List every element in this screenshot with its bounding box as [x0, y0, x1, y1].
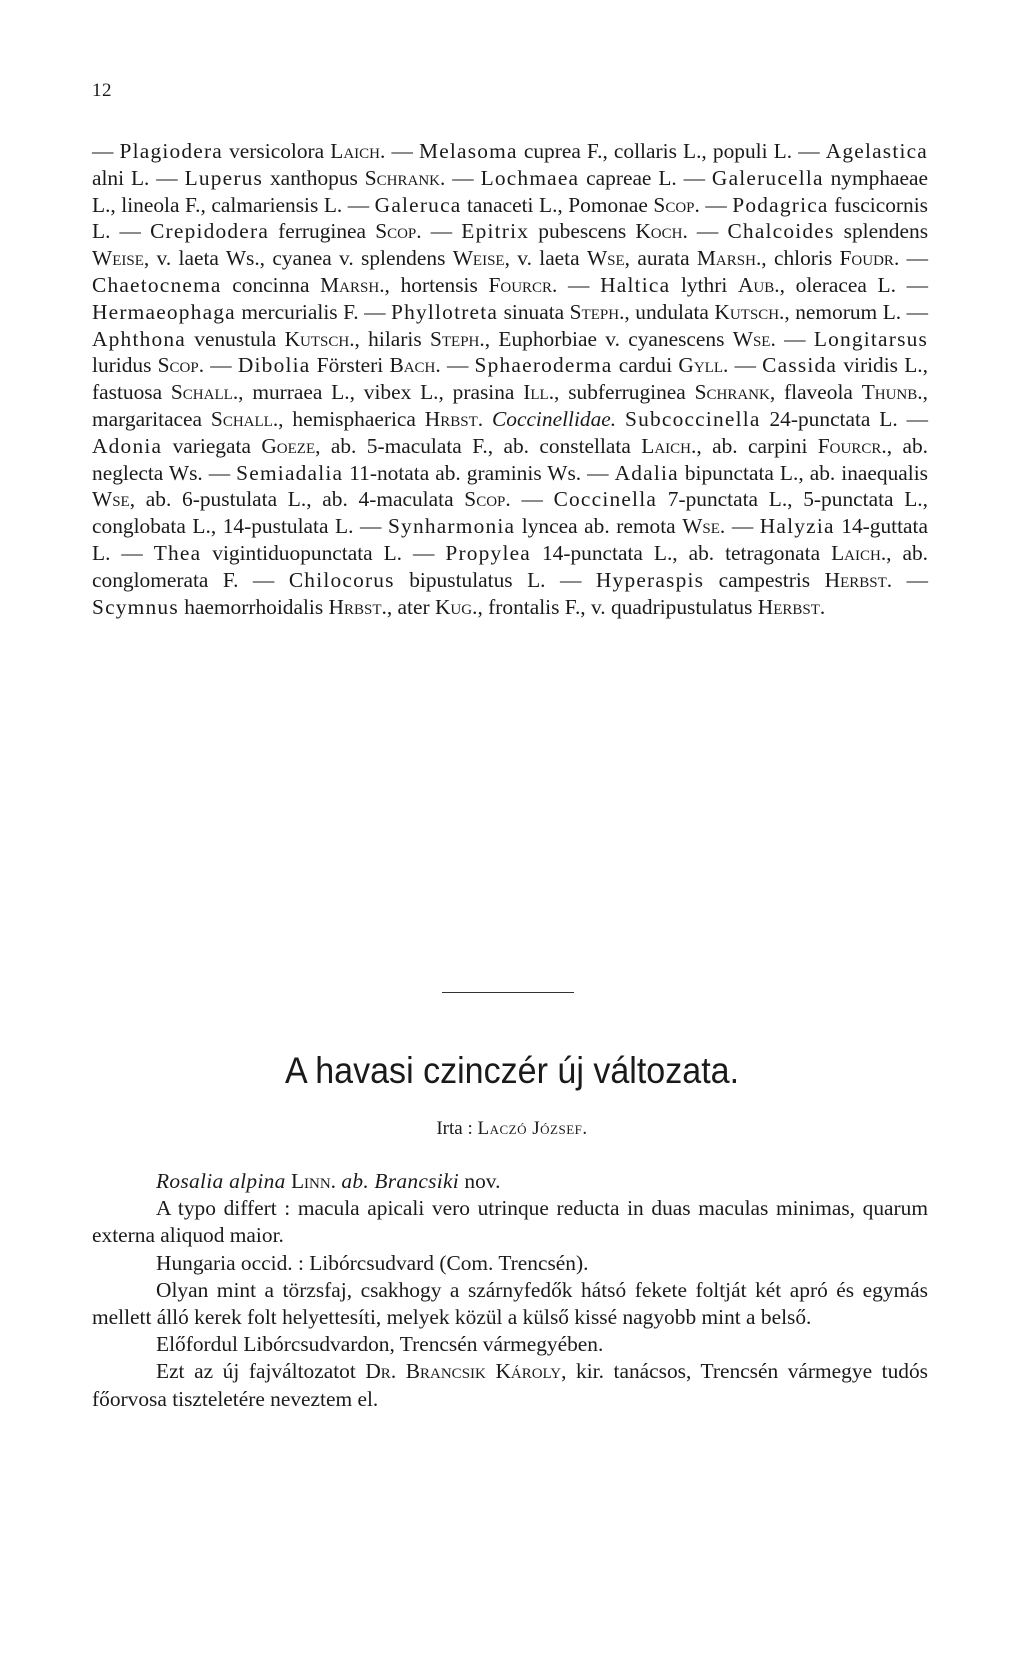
author-abbrev: Laich — [831, 540, 881, 565]
text-run: cuprea F., collaris L., populi L. — — [517, 139, 826, 163]
author-abbrev: Ill — [523, 380, 549, 405]
text-run: ., frontalis F., v. quadripustulatus — [472, 594, 758, 619]
author-abbrev: Schall — [210, 406, 273, 431]
text-run: ., Euphorbiae v. cyanescens — [479, 326, 733, 351]
author-abbrev: Herbst — [757, 594, 820, 619]
text-run: lythri — [670, 272, 738, 297]
author-abbrev: Schall — [170, 380, 233, 405]
text-run: . — — [416, 219, 462, 244]
text-run: cardui — [612, 353, 679, 378]
article-paragraph — [92, 1250, 928, 1277]
text-run: , flaveola — [769, 380, 862, 405]
text-run: nymphaeae L., lineola F., calmariensis L. — — [92, 165, 928, 217]
author-abbrev: Weise — [92, 246, 144, 271]
article-paragraph — [92, 1195, 928, 1249]
genus-name: Galeruca — [374, 192, 462, 217]
text-run: Előfordul Libórcsudvardon, Trencsén vármegyében. — [156, 1332, 604, 1357]
author-abbrev: Thunb — [861, 380, 918, 405]
author-abbrev: Marsh — [320, 272, 380, 297]
genus-name: Melasoma — [418, 139, 518, 163]
text-run: vigintiduopunctata L. — — [201, 540, 446, 565]
text-run: campestris — [704, 567, 825, 592]
text-run: ferruginea — [269, 219, 376, 244]
text-run: 14-guttata L. — — [92, 514, 928, 565]
text-run: variegata — [162, 433, 262, 458]
author-abbrev: Wse — [92, 487, 130, 512]
text-run: Ezt az új fajváltozatot — [156, 1359, 366, 1384]
text-run: ., undulata — [619, 299, 715, 324]
article-paragraph — [92, 1331, 928, 1358]
text-run: . — — [552, 272, 601, 297]
text-run: sinuata — [498, 299, 570, 324]
author-abbrev: Marsh — [696, 246, 756, 271]
author-abbrev: Wse — [732, 326, 771, 351]
text-run: ., oleracea L. — — [774, 272, 928, 297]
text-run: . — — [770, 326, 814, 351]
genus-name: Sphaeroderma — [474, 353, 613, 378]
text-run: Hungaria occid. : Libórcsudvard (Com. Trencsén). — [156, 1250, 589, 1275]
author-abbrev: Wse — [586, 246, 625, 271]
species-list-paragraph — [92, 138, 928, 620]
text-run: ., hortensis — [379, 272, 489, 297]
author-abbrev: Hrbst — [328, 594, 382, 619]
genus-name: Dibolia — [237, 353, 311, 378]
text-run: luridus — [92, 353, 158, 378]
text-run: — — [92, 139, 120, 163]
genus-name: Adalia — [614, 460, 679, 485]
author-abbrev: Scop — [464, 487, 506, 512]
page-number: 12 — [92, 80, 112, 101]
text-run: 24-punctata L. — — [760, 406, 928, 431]
text-run: . — — [694, 192, 733, 217]
text-run: Olyan mint a törzsfaj, csakhogy a szárnyfedők hátsó fekete foltját két apró és egymás mellett álló kerek folt helyettesíti, melyek közül a külső kissé nagyobb mint a belső. — [92, 1277, 928, 1330]
text-run: . — [477, 406, 492, 431]
genus-name: Adonia — [92, 433, 163, 458]
author-abbrev: Kutsch — [714, 299, 780, 324]
author-abbrev: Schrank — [694, 380, 770, 405]
text-run: ., subferruginea — [548, 380, 695, 405]
italic-term: ab. — [341, 1169, 370, 1193]
text-run: . — [330, 1169, 342, 1193]
text-run: ., nemorum L. — — [779, 299, 928, 324]
genus-name: Scymnus — [92, 594, 179, 619]
author-abbrev: Fourcr — [817, 433, 882, 458]
text-run: fuscicornis L. — — [92, 192, 928, 244]
text-run: . — — [719, 514, 760, 539]
text-run: . — — [682, 219, 728, 244]
text-run: . — — [440, 165, 481, 190]
genus-name: Longitarsus — [813, 326, 929, 351]
byline — [0, 1118, 1024, 1140]
text-run: . — — [886, 567, 929, 592]
author-abbrev: Kug — [434, 594, 473, 619]
genus-name: Haltica — [600, 272, 671, 297]
text-run: nov. — [459, 1169, 501, 1193]
text-run: ., murraea L., vibex L., prasina — [232, 380, 524, 405]
text-run: Försteri — [310, 353, 390, 378]
text-run: ., ab. carpini — [690, 433, 818, 458]
text-run: capreae L. — — [579, 165, 712, 190]
genus-name: Luperus — [184, 165, 264, 190]
author-abbrev: Wse — [682, 514, 720, 539]
taxon-heading — [92, 1168, 928, 1195]
text-run: venustula — [185, 326, 285, 351]
genus-name: Hyperaspis — [595, 567, 705, 592]
text-run: . — — [505, 487, 554, 512]
author-name: Laczó József. — [477, 1118, 588, 1139]
text-run: alni L. — — [92, 165, 185, 190]
author-abbrev: Aub — [737, 272, 775, 297]
text-run: ., ab. neglecta Ws. — — [92, 433, 928, 485]
italic-term: Brancsiki — [374, 1169, 460, 1193]
text-run: ., hilaris — [349, 326, 430, 351]
italic-term: Coccinellidae. — [491, 406, 617, 431]
text-run: . — — [435, 353, 475, 378]
genus-name: Hermaeophaga — [92, 299, 236, 324]
author-abbrev: Goeze — [261, 433, 316, 458]
article-body — [92, 1168, 928, 1413]
genus-name: Cassida — [762, 353, 838, 378]
author-abbrev: Scop — [653, 192, 695, 217]
text-run: . — — [723, 353, 763, 378]
text-run: . — [390, 1359, 406, 1384]
byline-prefix: Irta : — [436, 1118, 478, 1139]
author-abbrev: Kutsch — [284, 326, 350, 351]
text-run: mercurialis F. — — [235, 299, 391, 324]
text-run — [616, 407, 625, 431]
author-abbrev: Herbst — [824, 567, 887, 592]
genus-name: Agelastica — [825, 139, 928, 163]
author-abbrev: Weise — [452, 246, 505, 271]
text-run: ., margaritacea — [92, 380, 928, 431]
author-abbrev: Brancsik Károly — [405, 1359, 562, 1384]
genus-name: Podagrica — [732, 192, 829, 217]
genus-name: Thea — [153, 540, 202, 565]
text-run: xanthopus — [263, 165, 365, 190]
text-run: , kir. tanácsos, Trencsén vármegye tudós főorvosa tiszteletére neveztem el. — [92, 1359, 928, 1411]
text-run: , v. laeta — [504, 246, 587, 271]
genus-name: Aphthona — [92, 326, 186, 351]
text-run: . — — [198, 353, 238, 378]
author-abbrev: Laich — [641, 433, 691, 458]
genus-name: Chalcoides — [727, 219, 835, 244]
article-paragraph — [92, 1277, 928, 1331]
text-run: , ab. 6-pustulata L., ab. 4-maculata — [129, 487, 465, 512]
text-run: haemorrhoidalis — [178, 594, 329, 619]
author-abbrev: Bach — [389, 353, 436, 378]
text-run: ., ab. conglomerata F. — — [92, 540, 929, 592]
author-abbrev: Linn — [290, 1169, 331, 1193]
author-abbrev: Fourcr — [488, 272, 553, 297]
text-run: bipunctata L., ab. inaequalis — [678, 460, 928, 485]
genus-name: Synharmonia — [387, 514, 516, 539]
section-divider — [442, 992, 574, 993]
author-abbrev: Dr — [365, 1359, 391, 1384]
genus-name: Coccinella — [553, 487, 658, 512]
author-abbrev: Hrbst — [424, 406, 478, 431]
text-run: 7-punctata L., 5-punctata L., conglobata L., 14-pustulata L. — — [92, 487, 928, 539]
article-paragraph — [92, 1358, 928, 1412]
genus-name: Lochmaea — [480, 165, 580, 190]
text-run: A typo differt : macula apicali vero utrinque reducta in duas maculas minimas, quarum externa aliquod maior. — [92, 1196, 928, 1248]
genus-name: Plagiodera — [119, 139, 223, 163]
genus-name: Halyzia — [759, 514, 835, 539]
text-run: , ab. 5-maculata F., ab. constellata — [315, 433, 642, 458]
text-run: bipustulatus L. — — [394, 567, 596, 592]
author-abbrev: Koch — [635, 219, 683, 244]
genus-name: Phyllotreta — [391, 299, 499, 324]
genus-name: Crepidodera — [150, 219, 270, 244]
text-run: ., chloris — [755, 246, 840, 271]
text-run: lyncea ab. remota — [515, 514, 683, 539]
text-run: ., hemisphaerica — [272, 406, 425, 431]
author-abbrev: Laich — [330, 139, 380, 163]
text-run: . — [819, 594, 826, 619]
text-run: concinna — [221, 272, 321, 297]
text-run: , aurata — [624, 246, 697, 271]
genus-name: Propylea — [445, 540, 531, 565]
genus-name: Semiadalia — [236, 460, 344, 485]
text-run: , v. laeta Ws., cyanea v. splendens — [143, 246, 453, 271]
text-run: . — — [893, 246, 929, 271]
text-run: . — — [380, 139, 419, 163]
genus-name: Chilocorus — [288, 567, 395, 592]
author-abbrev: Steph — [429, 326, 480, 351]
author-abbrev: Gyll — [678, 353, 723, 378]
text-run: versicolora — [223, 139, 331, 163]
text-run: 14-punctata L., ab. tetragonata — [530, 540, 832, 565]
italic-term: Rosalia alpina — [156, 1169, 286, 1193]
text-run: 11-notata ab. graminis Ws. — — [343, 460, 615, 485]
genus-name: Epitrix — [461, 219, 530, 244]
text-run: pubescens — [529, 219, 636, 244]
author-abbrev: Schrank — [364, 165, 441, 190]
author-abbrev: Foudr — [839, 246, 894, 271]
text-run: tanaceti L., Pomonae — [461, 192, 654, 217]
author-abbrev: Steph — [569, 299, 620, 324]
text-run: splendens — [834, 219, 929, 244]
genus-name: Chaetocnema — [92, 272, 222, 297]
genus-name: Galerucella — [711, 165, 824, 190]
author-abbrev: Scop — [157, 353, 199, 378]
text-run: viridis L., fastuosa — [92, 353, 928, 405]
author-abbrev: Scop — [375, 219, 417, 244]
genus-name: Subcoccinella — [625, 406, 761, 431]
article-title: A havasi czinczér új változata. — [284, 1050, 740, 1091]
text-run: ., ater — [381, 594, 435, 619]
